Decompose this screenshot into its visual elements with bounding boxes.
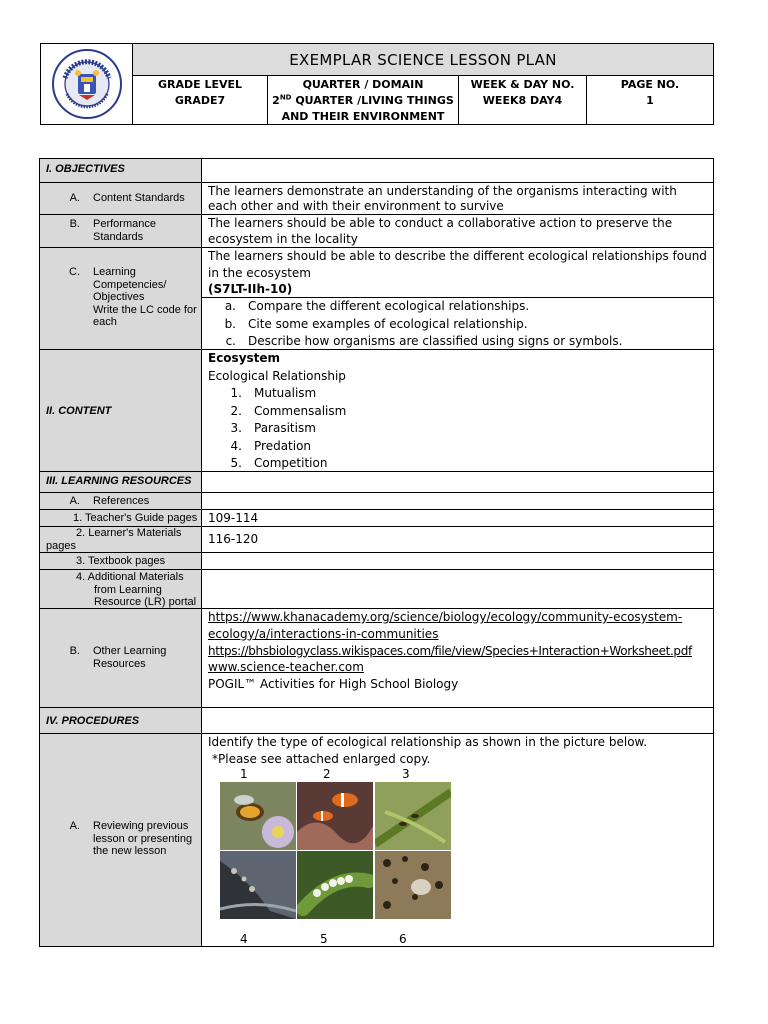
list-item: a. Compare the different ecological relationships.: [224, 299, 530, 313]
textbook-row: [40, 553, 713, 570]
grade-level-cell: [133, 76, 268, 124]
list-item: 1. Mutualism: [230, 386, 317, 400]
picture-number: 2: [323, 767, 331, 781]
content-title: Ecosystem: [208, 351, 281, 365]
content-heading: II. CONTENT: [46, 404, 112, 417]
teachers-guide-label: 1. Teacher's Guide pages: [73, 512, 198, 524]
page-number-label: PAGE NO.: [620, 78, 680, 91]
lesson-plan-table: [39, 158, 714, 947]
list-item: c. Describe how organisms are classified using signs or symbols.: [225, 334, 623, 348]
review-instruction: Identify the type of ecological relationship as shown in the picture below.: [208, 735, 648, 749]
logo-cell: [41, 44, 133, 124]
caterpillar-wasp-cocoons-photo: [297, 851, 373, 919]
lesson-plan-header: [40, 43, 714, 125]
references-row: [40, 493, 713, 510]
objectives-heading-row: [40, 159, 713, 183]
list-item: 2. Commensalism: [230, 403, 347, 418]
page-number-cell: [587, 76, 713, 124]
pogil-reference: POGIL™ Activities for High School Biology: [208, 677, 459, 692]
picture-number: 1: [240, 767, 248, 781]
grade-level-value: GRADE7: [174, 94, 226, 107]
objectives-heading: I. OBJECTIVES: [46, 163, 125, 175]
deped-seal-icon: [51, 48, 123, 120]
content-row: [40, 350, 713, 472]
list-item: 5. Competition: [230, 456, 328, 470]
whale-barnacles-photo: [220, 851, 296, 919]
resources-heading: III. LEARNING RESOURCES: [46, 475, 192, 487]
list-item: b. Cite some examples of ecological relationship.: [224, 316, 528, 331]
clownfish-anemone-photo: [297, 782, 373, 850]
grade-level-label: GRADE LEVEL: [157, 78, 243, 91]
competencies-label: C. Learning: [69, 266, 136, 278]
bhsbiology-link[interactable]: https://bhsbiologyclass.wikispaces.com/file/view/Species+Interaction+Worksheet.pdf: [208, 643, 692, 658]
procedures-heading-row: [40, 708, 713, 734]
textbook-label: 3. Textbook pages: [76, 555, 166, 567]
content-standards-text: The learners demonstrate an understanding of the organisms interacting with each other and with their environment to survive: [208, 184, 677, 213]
competencies-text: The learners should be able to describe the different ecological relationships found in the ecosystem: [208, 249, 707, 280]
teachers-guide-value: 109-114: [208, 511, 259, 525]
relationship-list: [208, 385, 707, 473]
picture-number: 4: [240, 932, 248, 946]
procedures-heading: IV. PROCEDURES: [46, 714, 140, 727]
science-teacher-link[interactable]: www.science-teacher.com: [208, 660, 364, 675]
teachers-guide-row: [40, 510, 713, 527]
content-standards-row: [40, 183, 713, 215]
quarter-domain-value-2: AND THEIR ENVIRONMENT: [281, 110, 445, 123]
content-subtitle: Ecological Relationship: [208, 368, 346, 383]
khanacademy-link[interactable]: https://www.khanacademy.org/science/biology/ecology/community-ecosystem-: [208, 610, 683, 624]
quarter-domain-label: QUARTER / DOMAIN: [302, 78, 424, 91]
other-resources-row: B. Other Learning Resources https://www.khanacademy.org/science/biology/ecology/community-ecosystem- ecology/a/interactions-in-communities https://bhsbiologyclass.wikispaces.com/file/view/Species+Interaction+Worksheet.pdf www.science-teacher.com POGIL™ Activities for High School Biology: [40, 609, 713, 708]
review-lesson-label: A. Reviewing previous: [69, 820, 189, 832]
learners-materials-row: 2. Learner's Materials pages 116-120: [40, 527, 713, 553]
list-item: 4. Predation: [230, 438, 312, 453]
list-item: 3. Parasitism: [230, 421, 316, 435]
page-number-value: 1: [646, 94, 654, 107]
picture-number: 6: [399, 932, 407, 946]
additional-materials-row: 4. Additional Materials from Learning Resource (LR) portal: [40, 570, 713, 609]
review-lesson-row: A. Reviewing previous lesson or presenting the new lesson Identify the type of ecological relationship as shown in the picture below. *Please see attached enlarged copy. 1 2 3 4 5 6: [40, 734, 713, 946]
ants-on-plant-photo: [375, 782, 451, 850]
week-day-cell: [459, 76, 587, 124]
other-resources-label: B. Other Learning: [69, 645, 167, 657]
picture-number: 5: [320, 932, 328, 946]
learners-materials-label: 2. Learner's Materials: [76, 527, 182, 539]
picture-number: 3: [402, 767, 410, 781]
performance-standards-text: The learners should be able to conduct a collaborative action to preserve the ecosystem in the locality: [208, 216, 673, 246]
review-note: *Please see attached enlarged copy.: [212, 751, 431, 766]
khanacademy-link-continued[interactable]: ecology/a/interactions-in-communities: [208, 626, 439, 641]
performance-standards-label: B. Performance: [69, 218, 156, 230]
plan-title: EXEMPLAR SCIENCE LESSON PLAN: [133, 44, 713, 76]
week-day-value: WEEK8 DAY4: [482, 94, 563, 107]
objective-list: [202, 298, 713, 351]
quarter-domain-value: 2ND QUARTER /LIVING THINGS: [272, 93, 454, 107]
additional-materials-label: 4. Additional Materials: [76, 571, 184, 583]
leopard-prey-photo: [375, 851, 451, 919]
references-label: A. References: [69, 495, 150, 507]
content-standards-label: A. Content Standards: [69, 192, 185, 204]
learners-materials-value: 116-120: [208, 532, 259, 546]
competencies-row: C. Learning Competencies/ Objectives Write the LC code for each The learners should be able to describe the different ecological relationships found in the ecosystem (S7LT-IIh-10) a. Compare the different ecological relationships. b. Cite some examples of ecological relationship. c. Describe how organisms are classified using signs or symbols.: [40, 248, 713, 350]
quarter-domain-cell: [268, 76, 459, 124]
bee-on-flower-photo: [220, 782, 296, 850]
week-day-label: WEEK & DAY NO.: [470, 78, 575, 91]
ecological-relationship-pictures: [220, 782, 452, 930]
resources-heading-row: [40, 472, 713, 493]
header-info-row: [133, 76, 713, 124]
lc-code: (S7LT-IIh-10): [208, 282, 293, 296]
performance-standards-row: B. Performance Standards The learners should be able to conduct a collaborative action to preserve the ecosystem in the locality: [40, 215, 713, 248]
